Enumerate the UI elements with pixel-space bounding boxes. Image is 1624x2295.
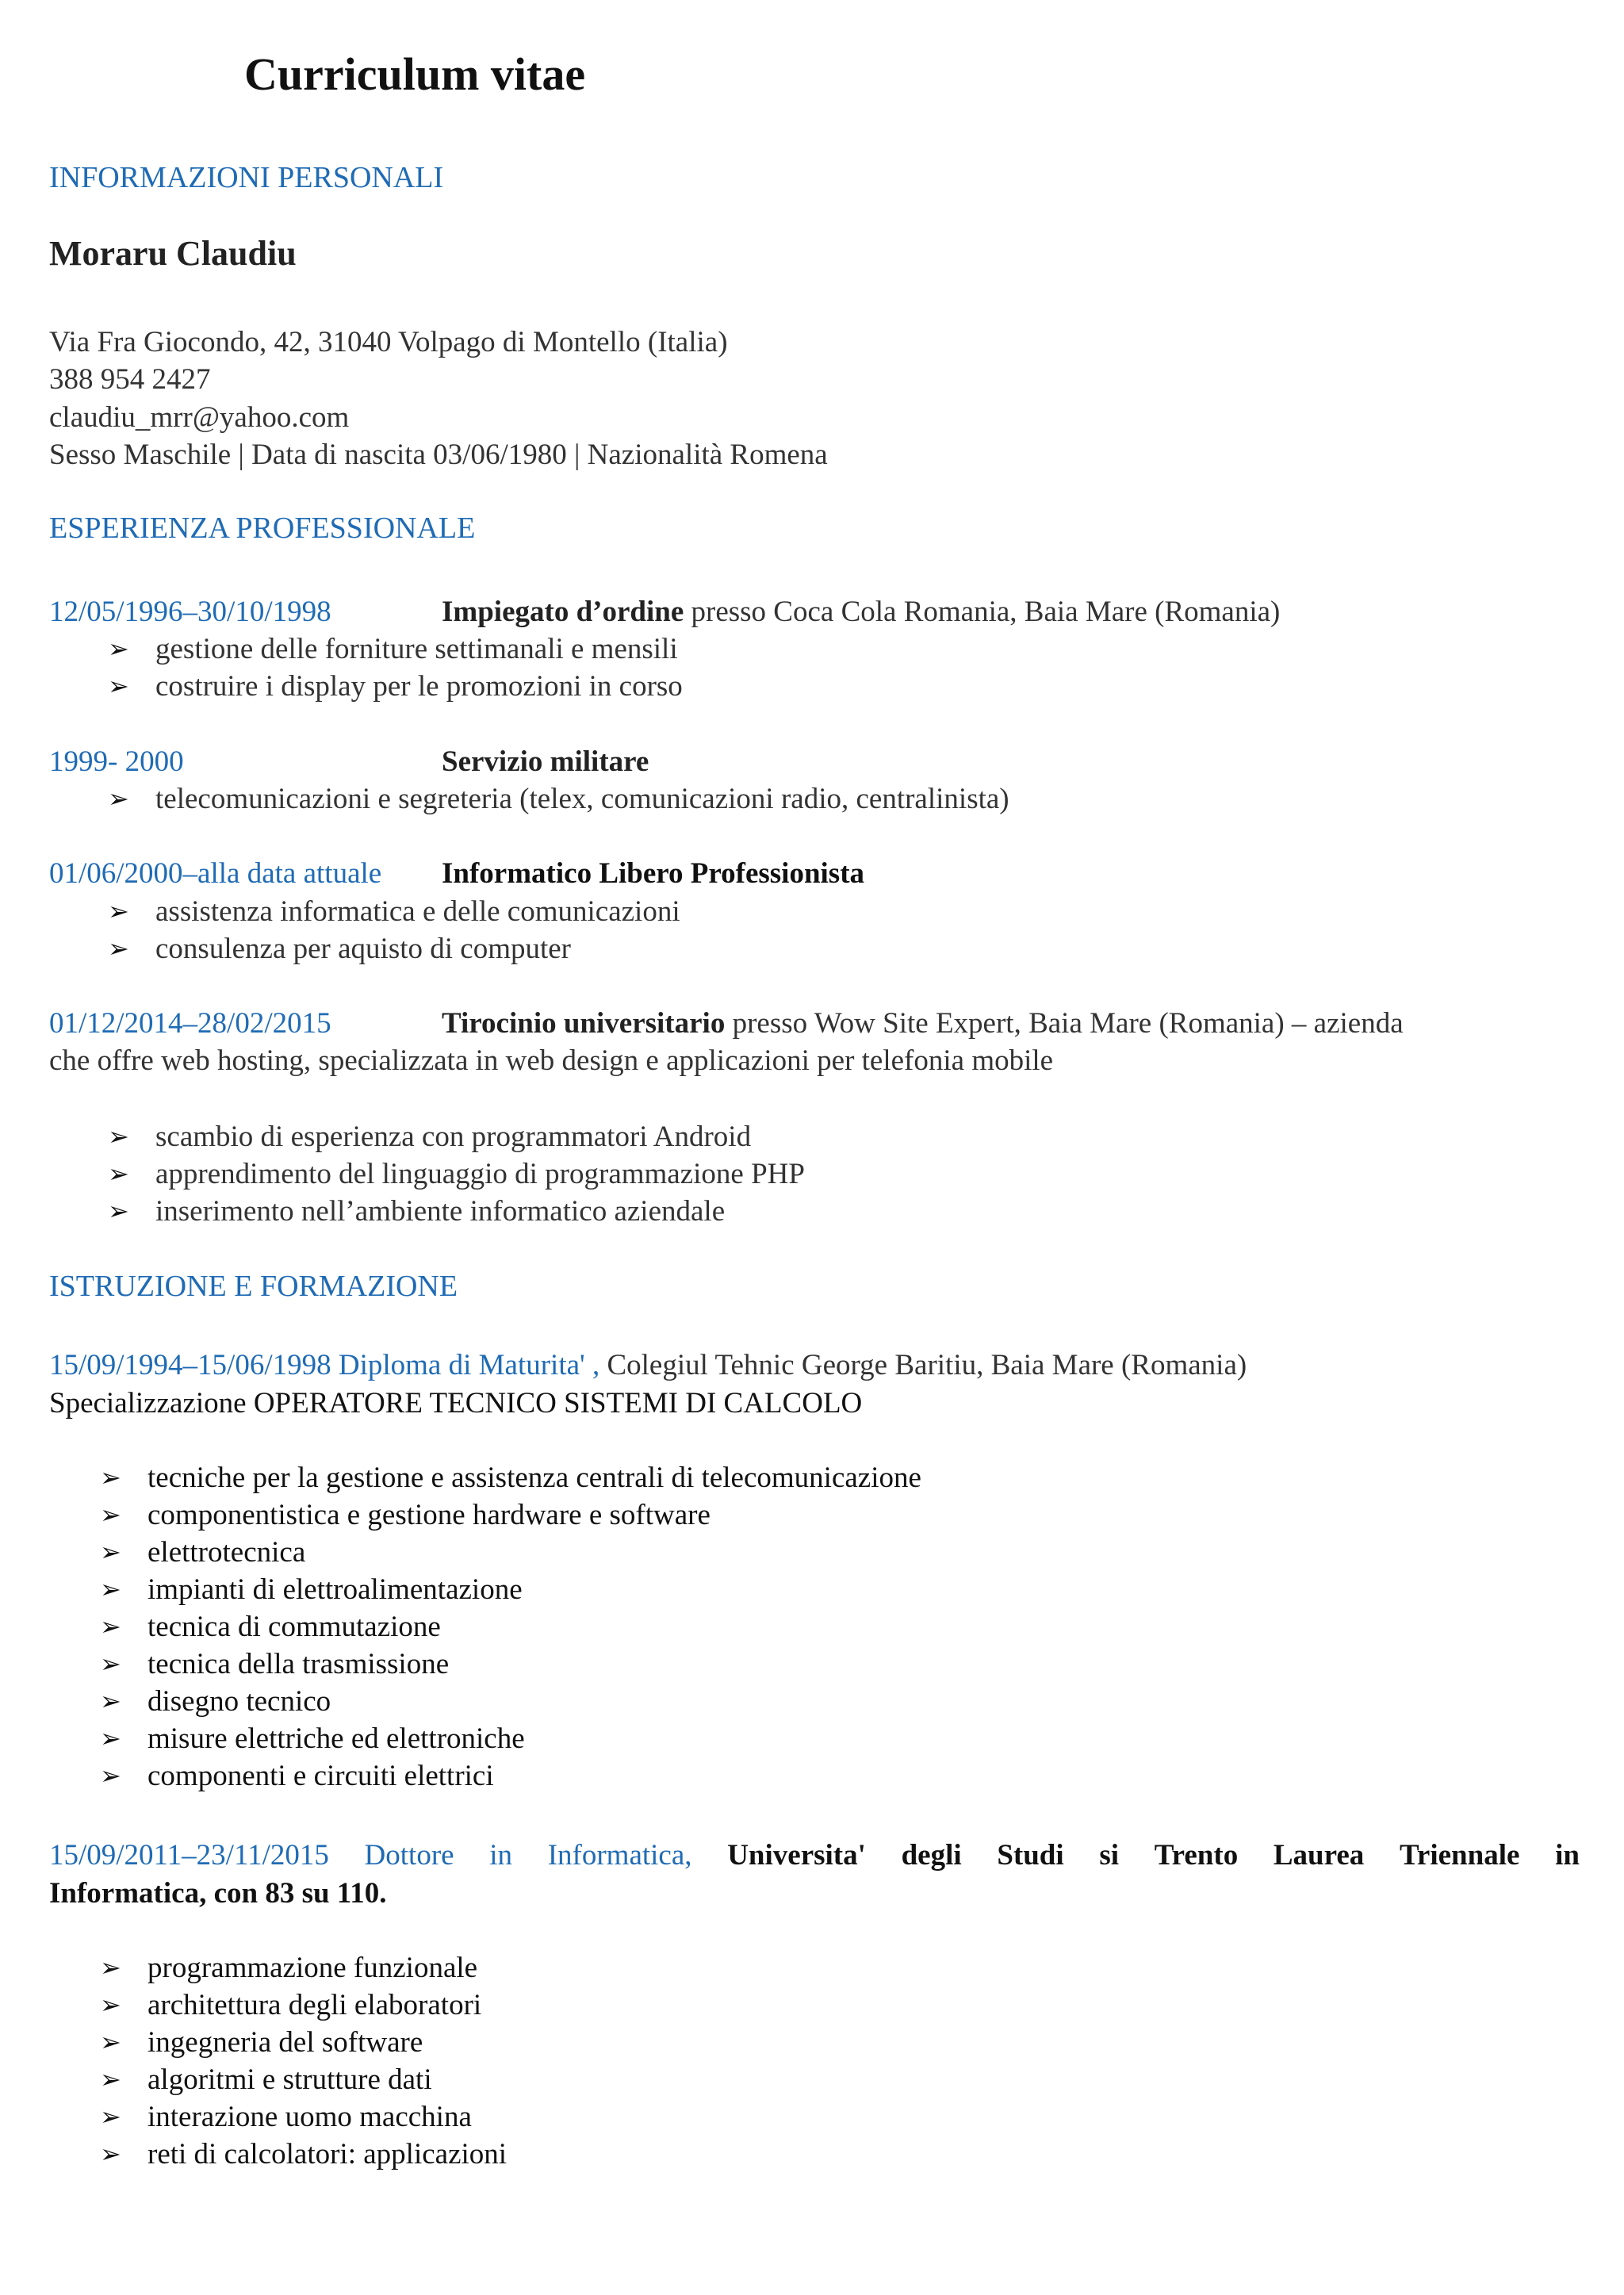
diploma-school: Colegiul Tehnic George Baritiu, Baia Mare (Romania) bbox=[599, 1349, 1247, 1381]
list-item: ➢ telecomunicazioni e segreteria (telex, comunicazioni radio, centralinista) bbox=[108, 780, 1009, 818]
job-entry-1 bbox=[49, 593, 1580, 630]
job-detail: presso Coca Cola Romania, Baia Mare (Romania) bbox=[684, 596, 1281, 628]
arrow-bullet-icon: ➢ bbox=[108, 896, 129, 926]
job-date: 1999- 2000 bbox=[49, 745, 184, 778]
list-item: ➢ programmazione funzionale bbox=[100, 1949, 507, 1987]
person-name: Moraru Claudiu bbox=[49, 234, 297, 273]
job-detail: presso Wow Site Expert, Baia Mare (Romania) – azienda bbox=[725, 1007, 1404, 1040]
job-entry-2 bbox=[49, 743, 1580, 780]
arrow-bullet-icon: ➢ bbox=[100, 1686, 121, 1716]
arrow-bullet-icon: ➢ bbox=[100, 2102, 121, 2132]
degree-word: degli bbox=[901, 1839, 962, 1872]
list-item: ➢ reti di calcolatori: applicazioni bbox=[100, 2136, 507, 2173]
details-line: Sesso Maschile | Data di nascita 03/06/1980 | Nazionalità Romena bbox=[49, 439, 828, 471]
arrow-bullet-icon: ➢ bbox=[100, 1990, 121, 2020]
arrow-bullet-icon: ➢ bbox=[100, 1462, 121, 1492]
email-line: claudiu_mrr@yahoo.com bbox=[49, 401, 350, 434]
job-entry-4 bbox=[49, 1005, 1580, 1042]
degree-word: Trento bbox=[1154, 1839, 1239, 1872]
arrow-bullet-icon: ➢ bbox=[100, 1537, 121, 1567]
list-item: ➢ componenti e circuiti elettrici bbox=[100, 1757, 921, 1795]
job-3-bullets bbox=[108, 893, 680, 967]
degree-word: Studi bbox=[997, 1839, 1064, 1872]
degree-word: Universita' bbox=[727, 1839, 866, 1872]
arrow-bullet-icon: ➢ bbox=[100, 1761, 121, 1791]
arrow-bullet-icon: ➢ bbox=[108, 933, 129, 964]
list-item: ➢ algoritmi e strutture dati bbox=[100, 2061, 507, 2098]
diploma-bullets bbox=[100, 1459, 921, 1795]
address-line: Via Fra Giocondo, 42, 31040 Volpago di Montello (Italia) bbox=[49, 326, 728, 358]
arrow-bullet-icon: ➢ bbox=[100, 2139, 121, 2169]
job-4-detail-line2: che offre web hosting, specializzata in web design e applicazioni per telefonia mobile bbox=[49, 1044, 1054, 1077]
job-4-bullets bbox=[108, 1118, 805, 1230]
list-item: ➢ disegno tecnico bbox=[100, 1683, 921, 1720]
list-item: ➢ architettura degli elaboratori bbox=[100, 1987, 507, 2024]
arrow-bullet-icon: ➢ bbox=[108, 1196, 129, 1226]
arrow-bullet-icon: ➢ bbox=[100, 1649, 121, 1679]
list-item: ➢ componentistica e gestione hardware e software bbox=[100, 1496, 921, 1534]
degree-word: in bbox=[1555, 1839, 1580, 1872]
diploma-entry bbox=[49, 1347, 1580, 1384]
phone-line: 388 954 2427 bbox=[49, 363, 211, 396]
arrow-bullet-icon: ➢ bbox=[108, 784, 129, 814]
list-item: ➢ misure elettriche ed elettroniche bbox=[100, 1720, 921, 1757]
list-item: ➢ consulenza per aquisto di computer bbox=[108, 930, 680, 967]
job-2-bullets bbox=[108, 780, 1009, 818]
list-item: ➢ tecnica di commutazione bbox=[100, 1608, 921, 1646]
arrow-bullet-icon: ➢ bbox=[108, 1121, 129, 1151]
arrow-bullet-icon: ➢ bbox=[108, 671, 129, 701]
list-item: ➢ tecniche per la gestione e assistenza centrali di telecomunicazione bbox=[100, 1459, 921, 1496]
list-item: ➢ costruire i display per le promozioni in corso bbox=[108, 668, 683, 705]
job-date: 12/05/1996–30/10/1998 bbox=[49, 596, 331, 628]
list-item: ➢ interazione uomo macchina bbox=[100, 2098, 507, 2136]
job-1-bullets bbox=[108, 630, 683, 705]
diploma-date: 15/09/1994–15/06/1998 bbox=[49, 1349, 331, 1381]
degree-word: Triennale bbox=[1399, 1839, 1520, 1872]
list-item: ➢ scambio di esperienza con programmatori Android bbox=[108, 1118, 805, 1155]
section-heading-experience: ESPERIENZA PROFESSIONALE bbox=[49, 511, 476, 545]
degree-word: in bbox=[489, 1839, 513, 1872]
job-date: 01/06/2000–alla data attuale bbox=[49, 857, 382, 890]
diploma-title: Diploma di Maturita' , bbox=[338, 1349, 600, 1381]
job-date: 01/12/2014–28/02/2015 bbox=[49, 1007, 331, 1040]
arrow-bullet-icon: ➢ bbox=[100, 1574, 121, 1604]
page-title: Curriculum vitae bbox=[244, 48, 586, 100]
degree-entry bbox=[49, 1837, 1580, 1874]
job-role: Informatico Libero Professionista bbox=[442, 857, 865, 890]
degree-word: Laurea bbox=[1273, 1839, 1365, 1872]
arrow-bullet-icon: ➢ bbox=[100, 2064, 121, 2094]
degree-bullets bbox=[100, 1949, 507, 2173]
job-role: Impiegato d’ordine bbox=[442, 596, 684, 628]
job-entry-3 bbox=[49, 855, 1580, 892]
arrow-bullet-icon: ➢ bbox=[100, 2027, 121, 2057]
diploma-specialization: Specializzazione OPERATORE TECNICO SISTEMI DI CALCOLO bbox=[49, 1387, 863, 1420]
list-item: ➢ apprendimento del linguaggio di programmazione PHP bbox=[108, 1155, 805, 1193]
arrow-bullet-icon: ➢ bbox=[100, 1952, 121, 1983]
section-heading-personal: INFORMAZIONI PERSONALI bbox=[49, 161, 444, 194]
arrow-bullet-icon: ➢ bbox=[108, 1159, 129, 1189]
list-item: ➢ impianti di elettroalimentazione bbox=[100, 1571, 921, 1608]
arrow-bullet-icon: ➢ bbox=[100, 1611, 121, 1642]
arrow-bullet-icon: ➢ bbox=[108, 634, 129, 664]
list-item: ➢ assistenza informatica e delle comunicazioni bbox=[108, 893, 680, 930]
degree-entry-line2: Informatica, con 83 su 110. bbox=[49, 1877, 387, 1910]
degree-word: Dottore bbox=[364, 1839, 454, 1872]
list-item: ➢ elettrotecnica bbox=[100, 1534, 921, 1571]
arrow-bullet-icon: ➢ bbox=[100, 1723, 121, 1753]
job-role: Servizio militare bbox=[442, 745, 649, 778]
job-role: Tirocinio universitario bbox=[442, 1007, 726, 1040]
list-item: ➢ gestione delle forniture settimanali e mensili bbox=[108, 630, 683, 668]
degree-word: si bbox=[1099, 1839, 1120, 1872]
degree-word: Informatica, bbox=[547, 1839, 692, 1872]
list-item: ➢ ingegneria del software bbox=[100, 2024, 507, 2061]
section-heading-education: ISTRUZIONE E FORMAZIONE bbox=[49, 1270, 458, 1303]
degree-date: 15/09/2011–23/11/2015 bbox=[49, 1839, 329, 1872]
arrow-bullet-icon: ➢ bbox=[100, 1500, 121, 1530]
list-item: ➢ inserimento nell’ambiente informatico aziendale bbox=[108, 1193, 805, 1230]
list-item: ➢ tecnica della trasmissione bbox=[100, 1646, 921, 1683]
